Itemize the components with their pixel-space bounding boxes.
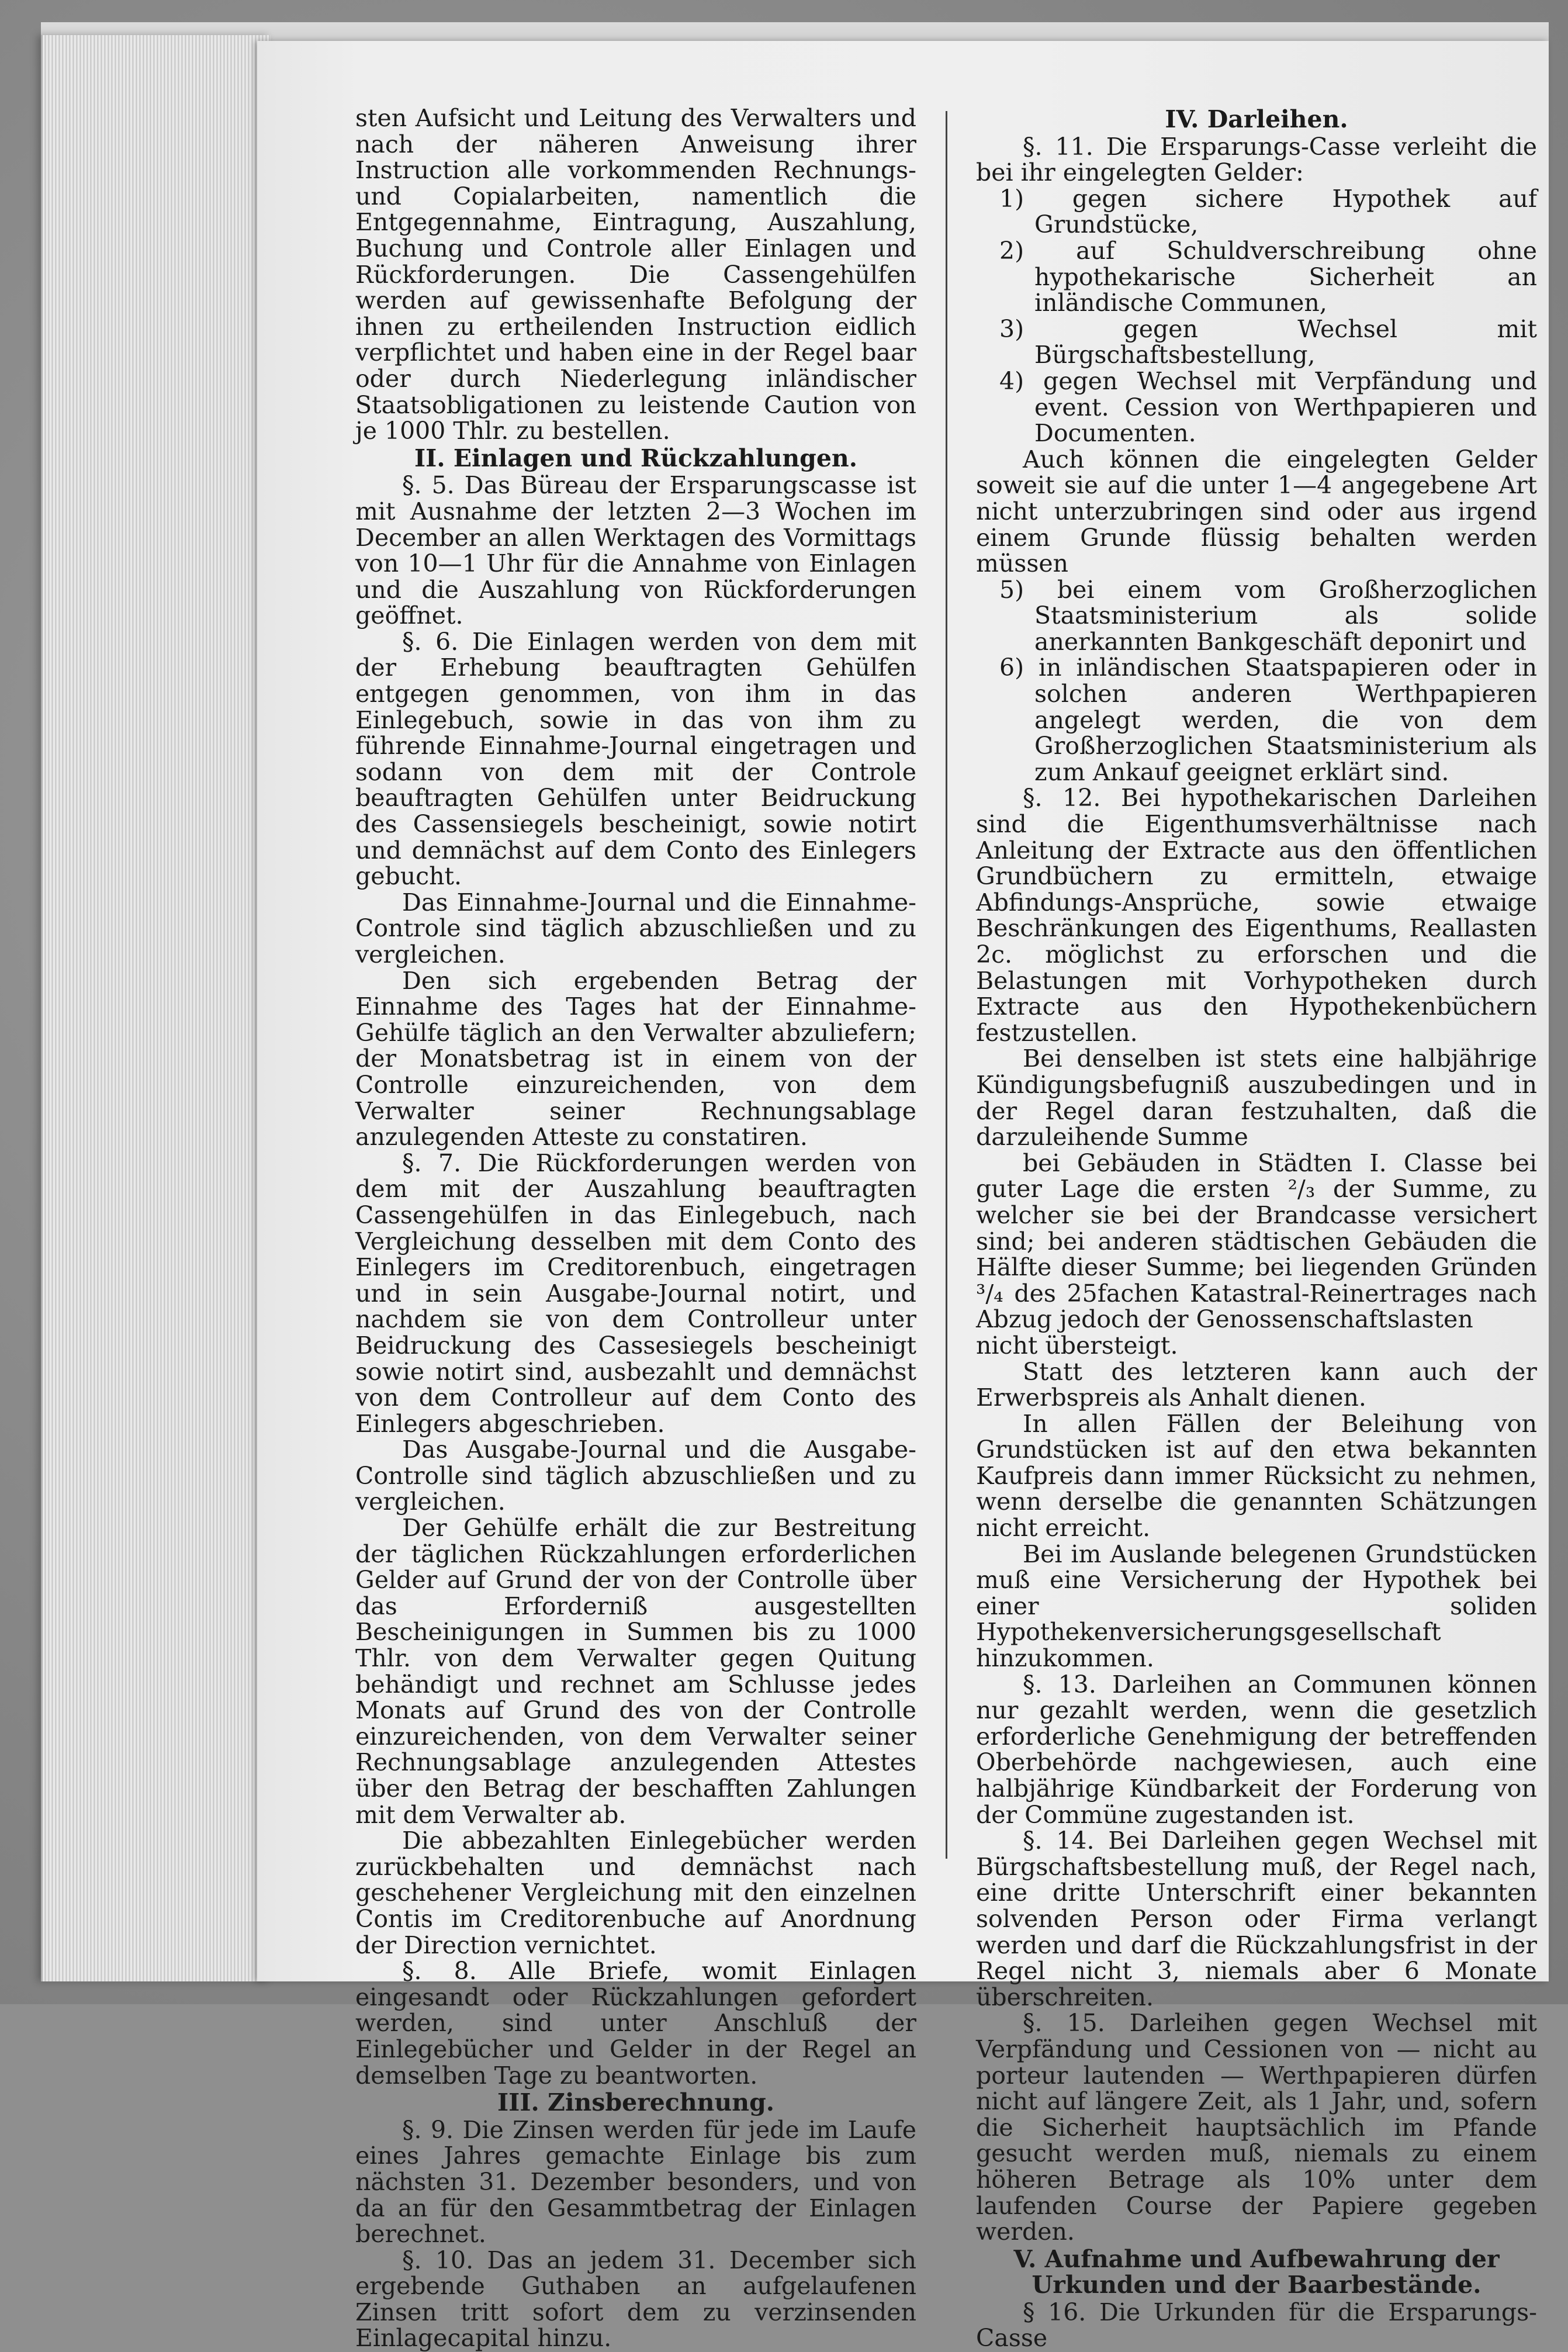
paragraph: §. 6. Die Einlagen werden von dem mit der Erhebung beauftragten Gehülfen entgegen genommen, von ihm in das Einlegebuch, sowie in das von ihm zu führende Einnahme-Journal eingetragen und sodann von dem mit der Controle beauftragten Gehülfen unter Beidruckung des Cassensiegels bescheinigt, sowie notirt und demnächst auf dem Conto des Einlegers gebucht.	[355, 627, 916, 891]
left-column	[355, 105, 916, 2351]
paragraph: §. 8. Alle Briefe, womit Einlagen eingesandt oder Rückzahlungen gefordert werden, sind unter Anschluß der Einlegebücher und Gelder in der Regel an demselben Tage zu beantworten.	[355, 1957, 916, 2090]
list-item: 3) gegen Wechsel mit Bürgschaftsbestellung,	[999, 314, 1537, 369]
paragraph: Den sich ergebenden Betrag der Einnahme des Tages hat der Einnahme-Gehülfe täglich an den Verwalter abzuliefern; der Monatsbetrag ist in einem von der Controlle einzureichenden, von dem Verwalter seiner Rechnungsablage anzulegenden Atteste zu constatiren.	[355, 966, 916, 1151]
investment-list	[976, 577, 1537, 786]
paragraph: §. 10. Das an jedem 31. December sich ergebende Guthaben an aufgelaufenen Zinsen tritt sofort dem zu verzinsenden Einlagecapital hinzu.	[355, 2246, 916, 2352]
paragraph: Statt des letzteren kann auch der Erwerbspreis als Anhalt dienen.	[976, 1357, 1537, 1412]
paragraph: Auch können die eingelegten Gelder soweit sie auf die unter 1—4 angegebene Art nicht unterzubringen sind oder aus irgend einem Grunde flüssig behalten werden müssen	[976, 445, 1537, 578]
paragraph: §. 5. Das Büreau der Ersparungscasse ist mit Ausnahme der letzten 2—3 Wochen im December an allen Werktagen des Vormittags von 10—1 Uhr für die Annahme von Einlagen und die Auszahlung von Rückforderungen geöffnet.	[355, 471, 916, 630]
list-item: 1) gegen sichere Hypothek auf Grundstücke,	[999, 184, 1537, 239]
section-heading: III. Zinsberechnung.	[497, 2088, 775, 2117]
list-item: 5) bei einem vom Großherzoglichen Staatsministerium als solide anerkannten Bankgeschäft deponirt und	[999, 575, 1537, 656]
list-item: 4) gegen Wechsel mit Verpfändung und event. Cession von Werthpapieren und Documenten.	[999, 366, 1537, 448]
paragraph: In allen Fällen der Beleihung von Grundstücken ist auf den etwa bekannten Kaufpreis dann immer Rücksicht zu nehmen, wenn derselbe die genannten Schätzungen nicht erreicht.	[976, 1409, 1537, 1542]
paragraph: nicht übersteigt.	[976, 1331, 1178, 1360]
paragraph: Das Ausgabe-Journal und die Ausgabe-Controlle sind täglich abzuschließen und zu vergleichen.	[355, 1436, 916, 1516]
list-item: 2) auf Schuldverschreibung ohne hypothekarische Sicherheit an inländische Communen,	[999, 236, 1537, 317]
section-heading: V. Aufnahme und Aufbewahrung der Urkunden und der Baarbestände.	[1013, 2244, 1500, 2299]
book-page-edges	[41, 35, 271, 1981]
paragraph: §. 11. Die Ersparungs-Casse verleiht die bei ihr eingelegten Gelder:	[976, 132, 1537, 187]
paragraph: bei Gebäuden in Städten I. Classe bei guter Lage die ersten ²/₃ der Summe, zu welcher sie bei der Brandcasse versichert sind; bei anderen städtischen Gebäuden die Hälfte dieser Summe; bei liegenden Gründen ³/₄ des 25fachen Katastral-Reinertrages nach Abzug jedoch der Genossenschaftslasten	[976, 1149, 1537, 1334]
paragraph: §. 7. Die Rückforderungen werden von dem mit der Auszahlung beauftragten Cassengehülfen in das Einlegebuch, nach Vergleichung desselben mit dem Conto des Einlegers im Creditorenbuch, eingetragen und in sein Ausgabe-Journal notirt, und nachdem sie von dem Controlleur unter Beidruckung des Cassesiegels bescheinigt sowie notirt sind, ausbezahlt und demnächst von dem Controlleur auf dem Conto des Einlegers abgeschrieben.	[355, 1149, 916, 1438]
paragraph: § 16. Die Urkunden für die Ersparungs-Casse	[976, 2298, 1537, 2352]
paragraph: §. 14. Bei Darleihen gegen Wechsel mit Bürgschaftsbestellung muß, der Regel nach, eine dritte Unterschrift einer bekannten solvenden Person oder Firma verlangt werden und darf die Rückzahlungsfrist in der Regel nicht 3, niemals aber 6 Monate überschreiten.	[976, 1827, 1537, 2011]
paragraph: §. 15. Darleihen gegen Wechsel mit Verpfändung und Cessionen von — nicht au porteur lautenden — Werthpapieren dürfen nicht auf längere Zeit, als 1 Jahr, und, sofern die Sicherheit hauptsächlich im Pfande gesucht werden muß, niemals zu einem höheren Betrage als 10% unter dem laufenden Course der Papiere gegeben werden.	[976, 2009, 1537, 2246]
paragraph: Bei denselben ist stets eine halbjährige Kündigungsbefugniß auszubedingen und in der Regel daran festzuhalten, daß die darzuleihende Summe	[976, 1044, 1537, 1151]
paragraph: §. 13. Darleihen an Communen können nur gezahlt werden, wenn die gesetzlich erforderliche Genehmigung der betreffenden Oberbehörde nachgewiesen, auch eine halbjährige Kündbarkeit der Forderung von der Commüne zugestanden ist.	[976, 1670, 1537, 1829]
section-heading: II. Einlagen und Rückzahlungen.	[414, 444, 858, 472]
paragraph: §. 12. Bei hypothekarischen Darleihen sind die Eigenthumsverhältnisse nach Anleitung der Extracte aus den öffentlichen Grundbüchern zu ermitteln, etwaige Abfindungs-Ansprüche, sowie etwaige Beschränkungen des Eigenthums, Reallasten 2c. möglichst zu erforschen und die Belastungen mit Vorhypotheken durch Extracte aus den Hypothekenbüchern festzustellen.	[976, 784, 1537, 1047]
paragraph: sten Aufsicht und Leitung des Verwalters und nach der näheren Anweisung ihrer Instruction alle vorkommenden Rechnungs- und Copialarbeiten, namentlich die Entgegennahme, Eintragung, Auszahlung, Buchung und Controle aller Einlagen und Rückforderungen. Die Cassengehülfen werden auf gewissenhafte Befolgung der ihnen zu ertheilenden Instruction eidlich verpflichtet und haben eine in der Regel baar oder durch Niederlegung inländischer Staatsobligationen zu leistende Caution von je 1000 Thlr. zu bestellen.	[355, 104, 916, 445]
paragraph: Der Gehülfe erhält die zur Bestreitung der täglichen Rückzahlungen erforderlichen Gelder auf Grund der von der Controlle über das Erforderniß ausgestellten Bescheinigungen in Summen bis zu 1000 Thlr. von dem Verwalter gegen Quitung behändigt und rechnet am Schlusse jedes Monats auf Grund des von der Controlle einzureichenden, von dem Verwalter seiner Rechnungsablage anzulegenden Attestes über den Betrag der beschafften Zahlungen mit dem Verwalter ab.	[355, 1514, 916, 1829]
list-item: 6) in inländischen Staatspapieren oder in solchen anderen Werthpapieren angelegt werden, die von dem Großherzoglichen Staatsministerium als zum Ankauf geeignet erklärt sind.	[999, 653, 1537, 786]
paragraph: Bei im Auslande belegenen Grundstücken muß eine Versicherung der Hypothek bei einer soliden Hypothekenversicherungsgesellschaft hinzukommen.	[976, 1540, 1537, 1673]
column-divider	[946, 111, 947, 1859]
paragraph: Die abbezahlten Einlegebücher werden zurückbehalten und demnächst nach geschehener Vergleichung mit den einzelnen Contis im Creditorenbuche auf Anordnung der Direction vernichtet.	[355, 1827, 916, 1959]
section-heading: IV. Darleihen.	[1165, 105, 1348, 133]
paragraph: §. 9. Die Zinsen werden für jede im Laufe eines Jahres gemachte Einlage bis zum nächsten 31. Dezember besonders, und von da an für den Gesammtbetrag der Einlagen berechnet.	[355, 2115, 916, 2249]
right-column	[976, 105, 1537, 2351]
paragraph: Das Einnahme-Journal und die Einnahme-Controle sind täglich abzuschließen und zu vergleichen.	[355, 888, 916, 969]
loan-types-list	[976, 186, 1537, 447]
